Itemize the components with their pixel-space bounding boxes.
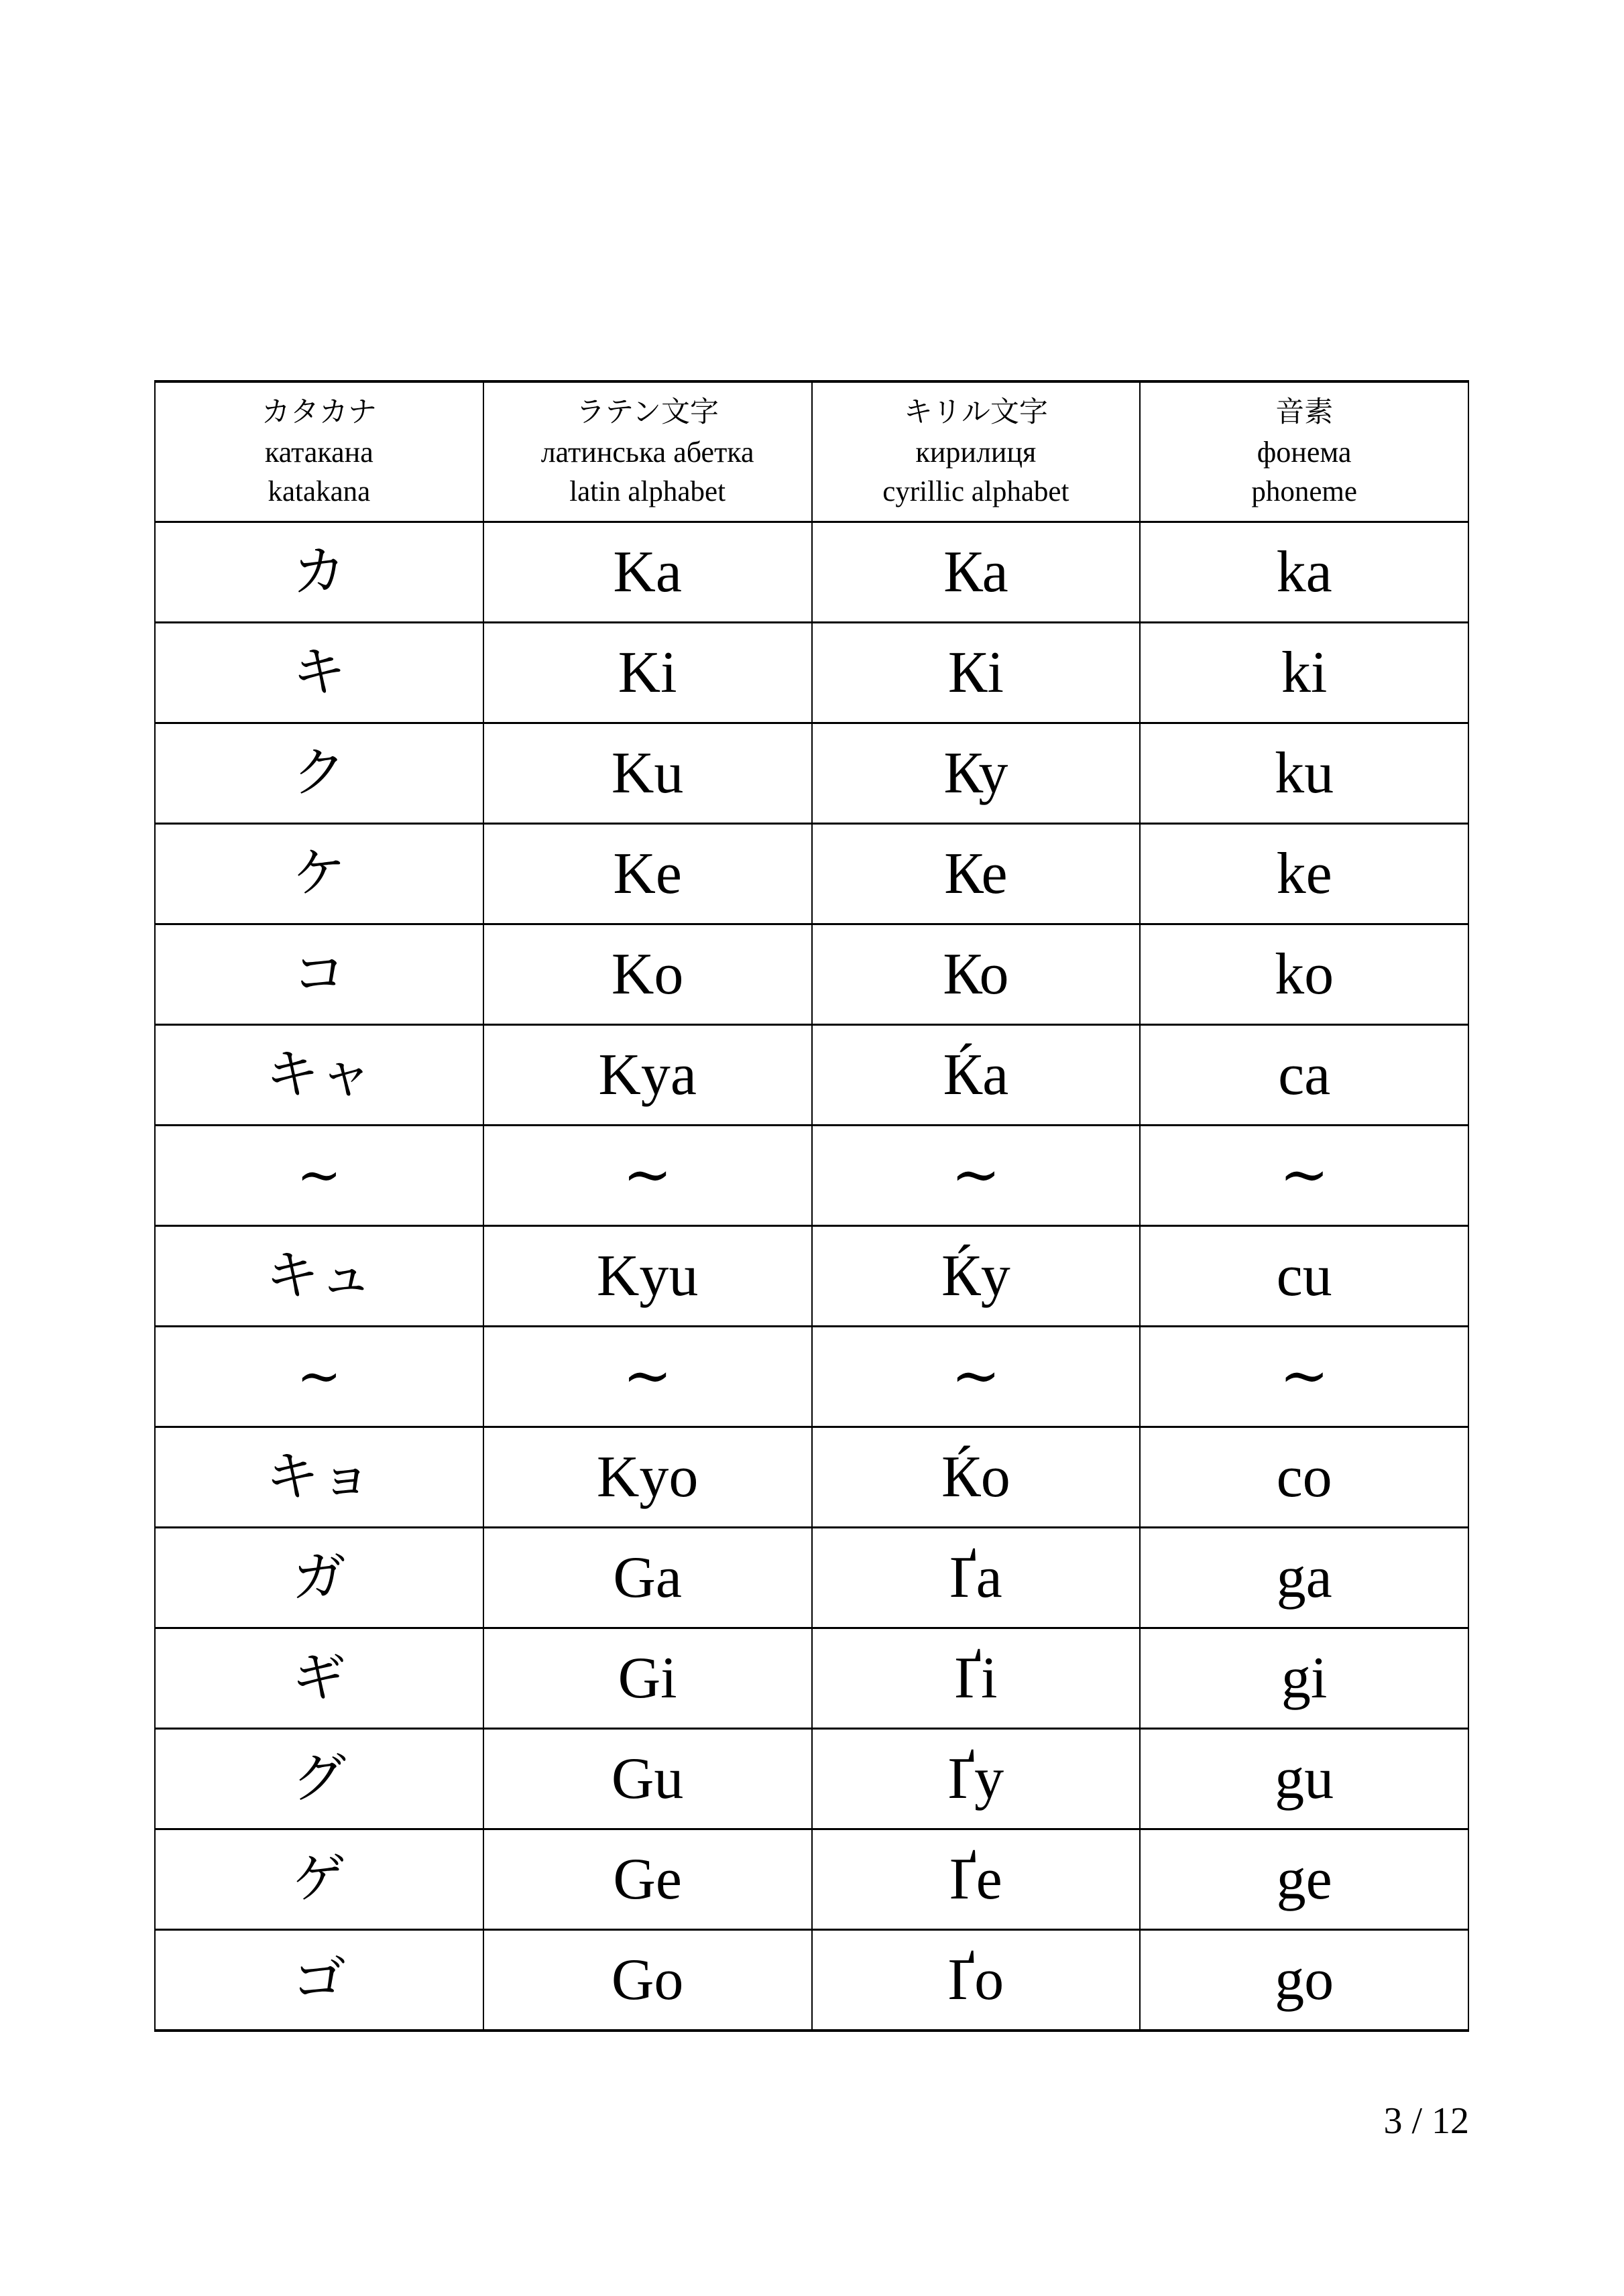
table-row xyxy=(155,1829,1468,1930)
cell-phoneme: ge xyxy=(1140,1829,1468,1930)
cell-phoneme: ka xyxy=(1140,522,1468,623)
header-phoneme-en: phoneme xyxy=(1251,475,1357,507)
table-row xyxy=(155,1528,1468,1628)
cell-katakana: キャ xyxy=(155,1025,483,1126)
cell-phoneme: gi xyxy=(1140,1628,1468,1729)
cell-latin: ∼ xyxy=(483,1327,812,1427)
cell-phoneme: ke xyxy=(1140,824,1468,924)
cell-katakana: キ xyxy=(155,623,483,723)
table-row xyxy=(155,723,1468,824)
table-row xyxy=(155,1327,1468,1427)
cell-katakana: ∼ xyxy=(155,1327,483,1427)
cell-latin: Ga xyxy=(483,1528,812,1628)
cell-cyrillic: Ґі xyxy=(812,1628,1141,1729)
header-cyrillic-ja: キリル文字 xyxy=(903,396,1048,428)
cell-katakana: グ xyxy=(155,1729,483,1829)
cell-cyrillic: Ґе xyxy=(812,1829,1141,1930)
cell-phoneme: ko xyxy=(1140,924,1468,1025)
cell-cyrillic: Ќу xyxy=(812,1226,1141,1327)
cell-katakana: ゴ xyxy=(155,1930,483,2031)
header-latin-ja: ラテン文字 xyxy=(576,396,719,428)
table-row xyxy=(155,1930,1468,2031)
table-row xyxy=(155,1226,1468,1327)
cell-katakana: ク xyxy=(155,723,483,824)
table-row xyxy=(155,1628,1468,1729)
cell-latin: Kya xyxy=(483,1025,812,1126)
page-number: 3 / 12 xyxy=(1383,2100,1469,2142)
table-row xyxy=(155,623,1468,723)
cell-katakana: ∼ xyxy=(155,1126,483,1226)
cell-phoneme: ca xyxy=(1140,1025,1468,1126)
cell-cyrillic: Ќа xyxy=(812,1025,1141,1126)
cell-phoneme: ∼ xyxy=(1140,1327,1468,1427)
cell-latin: Kyo xyxy=(483,1427,812,1528)
cell-katakana: キョ xyxy=(155,1427,483,1528)
cell-katakana: ギ xyxy=(155,1628,483,1729)
cell-katakana: キュ xyxy=(155,1226,483,1327)
table-row xyxy=(155,1025,1468,1126)
cell-cyrillic: Ка xyxy=(812,522,1141,623)
cell-katakana: ケ xyxy=(155,824,483,924)
cell-phoneme: ga xyxy=(1140,1528,1468,1628)
cell-cyrillic: ∼ xyxy=(812,1126,1141,1226)
cell-cyrillic: Ко xyxy=(812,924,1141,1025)
header-latin-uk: латинська абетка xyxy=(540,435,754,469)
cell-cyrillic: Кі xyxy=(812,623,1141,723)
cell-latin: Kyu xyxy=(483,1226,812,1327)
cell-phoneme: ku xyxy=(1140,723,1468,824)
cell-phoneme: ∼ xyxy=(1140,1126,1468,1226)
header-row xyxy=(155,381,1468,522)
cell-katakana: ガ xyxy=(155,1528,483,1628)
header-katakana-ja: カタカナ xyxy=(261,396,377,428)
cell-latin: Ke xyxy=(483,824,812,924)
cell-latin: Ki xyxy=(483,623,812,723)
katakana-transliteration-table xyxy=(154,380,1469,2032)
cell-cyrillic: Ґа xyxy=(812,1528,1141,1628)
header-cyrillic-column xyxy=(812,381,1141,522)
cell-latin: Ka xyxy=(483,522,812,623)
cell-latin: Ko xyxy=(483,924,812,1025)
header-katakana-uk: катакана xyxy=(265,435,373,469)
header-phoneme-uk: фонема xyxy=(1257,435,1352,469)
cell-latin: Gu xyxy=(483,1729,812,1829)
header-katakana-column xyxy=(155,381,483,522)
cell-katakana: カ xyxy=(155,522,483,623)
header-phoneme-column xyxy=(1140,381,1468,522)
cell-cyrillic: ∼ xyxy=(812,1327,1141,1427)
cell-cyrillic: Ќо xyxy=(812,1427,1141,1528)
cell-latin: Ku xyxy=(483,723,812,824)
cell-katakana: ゲ xyxy=(155,1829,483,1930)
header-phoneme-ja: 音素 xyxy=(1275,396,1334,428)
header-latin-column xyxy=(483,381,812,522)
header-cyrillic-en: cyrillic alphabet xyxy=(882,475,1069,507)
cell-phoneme: ki xyxy=(1140,623,1468,723)
cell-katakana: コ xyxy=(155,924,483,1025)
header-katakana-en: katakana xyxy=(268,475,371,507)
cell-cyrillic: Ке xyxy=(812,824,1141,924)
table-row xyxy=(155,1427,1468,1528)
table-row xyxy=(155,824,1468,924)
table-row xyxy=(155,924,1468,1025)
cell-phoneme: go xyxy=(1140,1930,1468,2031)
cell-latin: Ge xyxy=(483,1829,812,1930)
cell-latin: ∼ xyxy=(483,1126,812,1226)
cell-latin: Gi xyxy=(483,1628,812,1729)
cell-phoneme: gu xyxy=(1140,1729,1468,1829)
table-row xyxy=(155,522,1468,623)
cell-cyrillic: Ґо xyxy=(812,1930,1141,2031)
table-row xyxy=(155,1729,1468,1829)
header-latin-en: latin alphabet xyxy=(569,475,726,507)
cell-cyrillic: Ку xyxy=(812,723,1141,824)
header-cyrillic-uk: кирилиця xyxy=(915,435,1037,469)
table-row xyxy=(155,1126,1468,1226)
cell-phoneme: cu xyxy=(1140,1226,1468,1327)
cell-latin: Go xyxy=(483,1930,812,2031)
cell-phoneme: co xyxy=(1140,1427,1468,1528)
cell-cyrillic: Ґу xyxy=(812,1729,1141,1829)
